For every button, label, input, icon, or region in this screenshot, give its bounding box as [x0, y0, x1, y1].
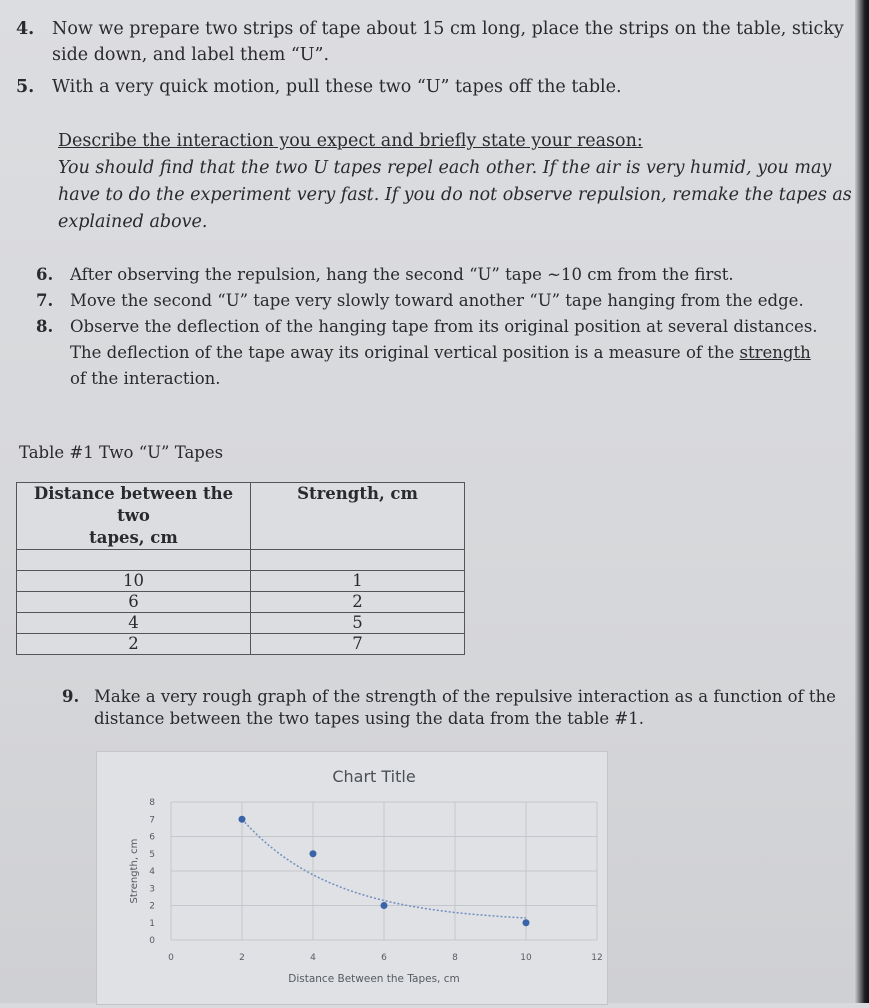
step-4-line-1: Now we prepare two strips of tape about 15 cm long, place the strips on the table, sticky: [52, 19, 844, 39]
step-9-line-1: Make a very rough graph of the strength of the repulsive interaction as a function of the: [94, 687, 836, 706]
y-tick-label: 5: [149, 849, 155, 860]
strength-underlined-word: strength: [739, 343, 811, 362]
data-point: [239, 816, 246, 823]
y-axis-label: Strength, cm: [129, 838, 140, 904]
x-tick-label: 4: [310, 953, 316, 963]
table-row: [17, 634, 465, 655]
describe-prompt: Describe the interaction you expect and briefly state your reason:: [58, 131, 643, 151]
step-8-number: 8.: [36, 317, 54, 336]
x-tick-label: 2: [239, 953, 245, 963]
x-tick-label: 0: [168, 953, 174, 963]
y-tick-label: 6: [149, 832, 155, 843]
step-8-line-1: Observe the deflection of the hanging tape from its original position at several distances.: [70, 317, 818, 336]
x-tick-label: 8: [452, 953, 458, 963]
table-caption: Table #1 Two “U” Tapes: [19, 443, 224, 462]
x-tick-label: 10: [520, 953, 532, 963]
y-tick-label: 1: [149, 918, 155, 929]
table-cell: [17, 550, 251, 571]
step-6-number: 6.: [36, 265, 54, 284]
x-tick-label: 12: [591, 953, 603, 963]
table-cell-distance: 2: [17, 634, 251, 655]
data-point: [523, 919, 530, 926]
table-cell-strength: 5: [251, 613, 465, 634]
table-row: [17, 571, 465, 592]
describe-answer-line-3: explained above.: [58, 212, 208, 232]
x-axis-label: Distance Between the Tapes, cm: [288, 973, 460, 985]
step-5-line-1: With a very quick motion, pull these two “U” tapes off the table.: [52, 77, 622, 97]
step-4-number: 4.: [16, 19, 35, 39]
step-4-line-2: side down, and label them “U”.: [52, 45, 330, 65]
step-9-line-2: distance between the two tapes using the data from the table #1.: [94, 709, 644, 728]
step-8-line-3: of the interaction.: [70, 369, 221, 388]
table-cell-strength: 7: [251, 634, 465, 655]
step-7-number: 7.: [36, 291, 54, 310]
scatter-chart: [97, 752, 607, 1004]
step-6-line-1: After observing the repulsion, hang the second “U” tape ~10 cm from the first.: [70, 265, 734, 284]
chart-title: Chart Title: [332, 767, 416, 786]
chart-container: [96, 751, 608, 1005]
step-9-number: 9.: [62, 687, 80, 706]
table-row-empty: [17, 550, 465, 571]
y-tick-label: 3: [149, 884, 155, 895]
table-header-distance-line-1: Distance between the two: [33, 484, 234, 525]
step-7-line-1: Move the second “U” tape very slowly toward another “U” tape hanging from the edge.: [70, 291, 804, 310]
y-tick-label: 8: [149, 798, 155, 808]
table-row: [17, 613, 465, 634]
data-table: [16, 482, 465, 655]
table-header-distance-line-2: tapes, cm: [89, 528, 178, 547]
table-cell: [251, 550, 465, 571]
describe-answer-line-2: have to do the experiment very fast. If you do not observe repulsion, remake the tapes as: [58, 185, 852, 205]
monitor-edge: [855, 0, 869, 1003]
table-row: [17, 592, 465, 613]
y-tick-label: 0: [149, 936, 155, 946]
y-tick-label: 7: [149, 815, 155, 826]
table-cell-strength: 1: [251, 571, 465, 592]
table-cell-distance: 4: [17, 613, 251, 634]
table-cell-strength: 2: [251, 592, 465, 613]
step-8-line-2-text: The deflection of the tape away its original vertical position is a measure of the: [70, 343, 735, 362]
data-point: [381, 902, 388, 909]
y-tick-label: 4: [149, 867, 155, 877]
data-point: [310, 850, 317, 857]
table-header-row: [17, 483, 465, 550]
x-tick-label: 6: [381, 953, 387, 963]
table-cell-distance: 6: [17, 592, 251, 613]
describe-answer-line-1: You should find that the two U tapes repel each other. If the air is very humid, you may: [58, 158, 832, 178]
step-8-line-2: [70, 342, 811, 364]
step-5-number: 5.: [16, 77, 35, 97]
table-header-distance: [17, 483, 251, 550]
table-header-strength: Strength, cm: [251, 483, 465, 550]
y-tick-label: 2: [149, 901, 155, 912]
table-cell-distance: 10: [17, 571, 251, 592]
